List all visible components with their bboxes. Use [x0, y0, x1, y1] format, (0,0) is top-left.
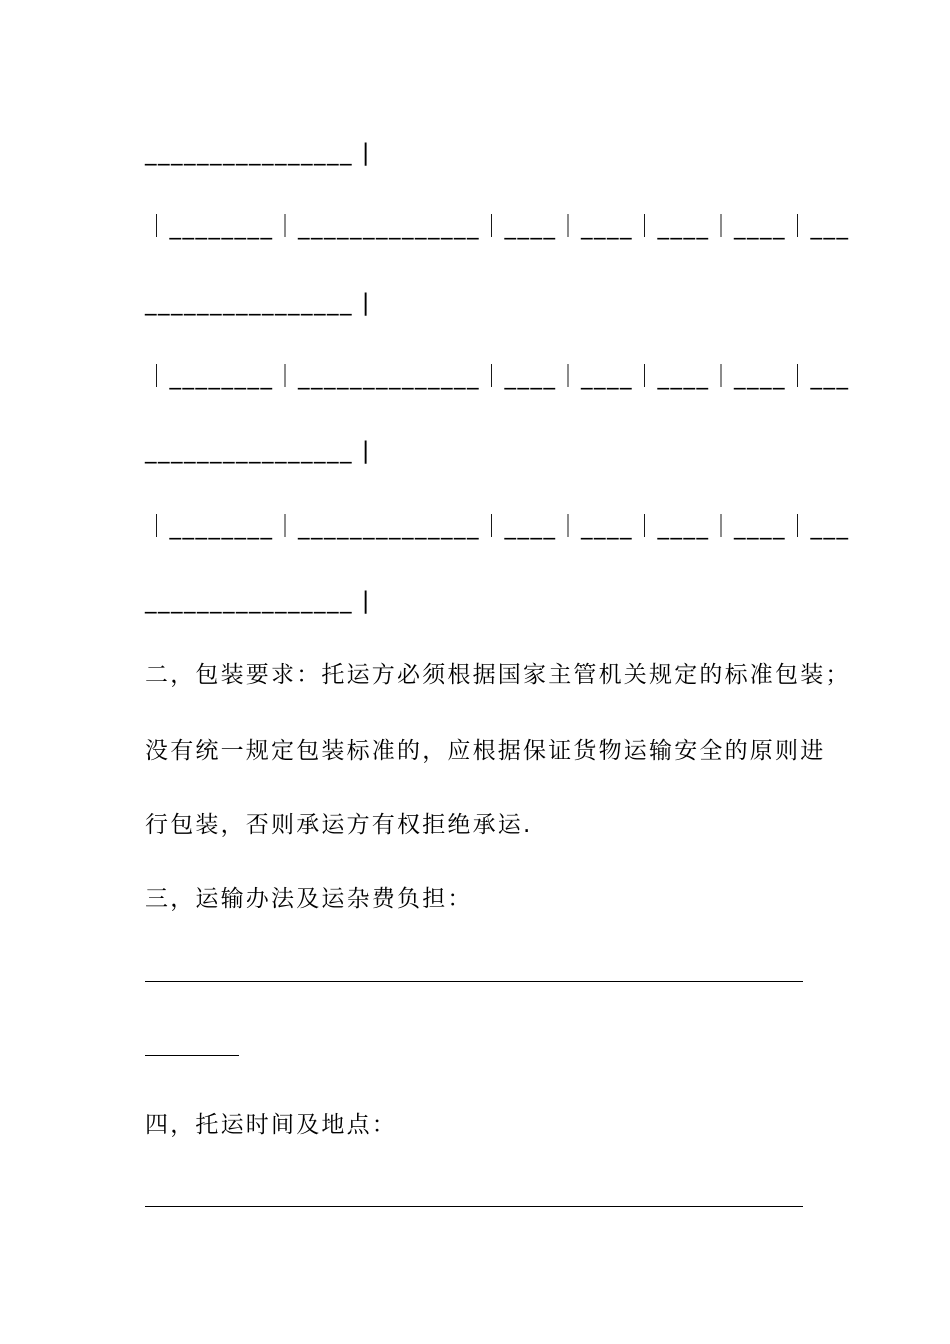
section-2-line-3: 行包装，否则承运方有权拒绝承运.	[145, 812, 533, 838]
table-row: ｜________｜______________｜____｜____｜____｜____｜___	[145, 364, 850, 390]
section-4-heading: 四，托运时间及地点：	[145, 1112, 397, 1138]
blank-line	[145, 1206, 803, 1207]
section-2-line-1: 二，包装要求：托运方必须根据国家主管机关规定的标准包装；	[145, 662, 851, 688]
table-row-end: ________________ |	[145, 290, 372, 316]
section-2-line-2: 没有统一规定包装标准的，应根据保证货物运输安全的原则进	[145, 738, 826, 764]
blank-line-short	[145, 1055, 239, 1056]
table-row: ｜________｜______________｜____｜____｜____｜____｜___	[145, 514, 850, 540]
section-3-heading: 三，运输办法及运杂费负担：	[145, 886, 473, 912]
table-row-end: ________________ |	[145, 438, 372, 464]
table-row: ｜________｜______________｜____｜____｜____｜____｜___	[145, 214, 850, 240]
blank-line	[145, 981, 803, 982]
table-row-end: ________________ |	[145, 140, 372, 166]
table-row-end: ________________ |	[145, 588, 372, 614]
